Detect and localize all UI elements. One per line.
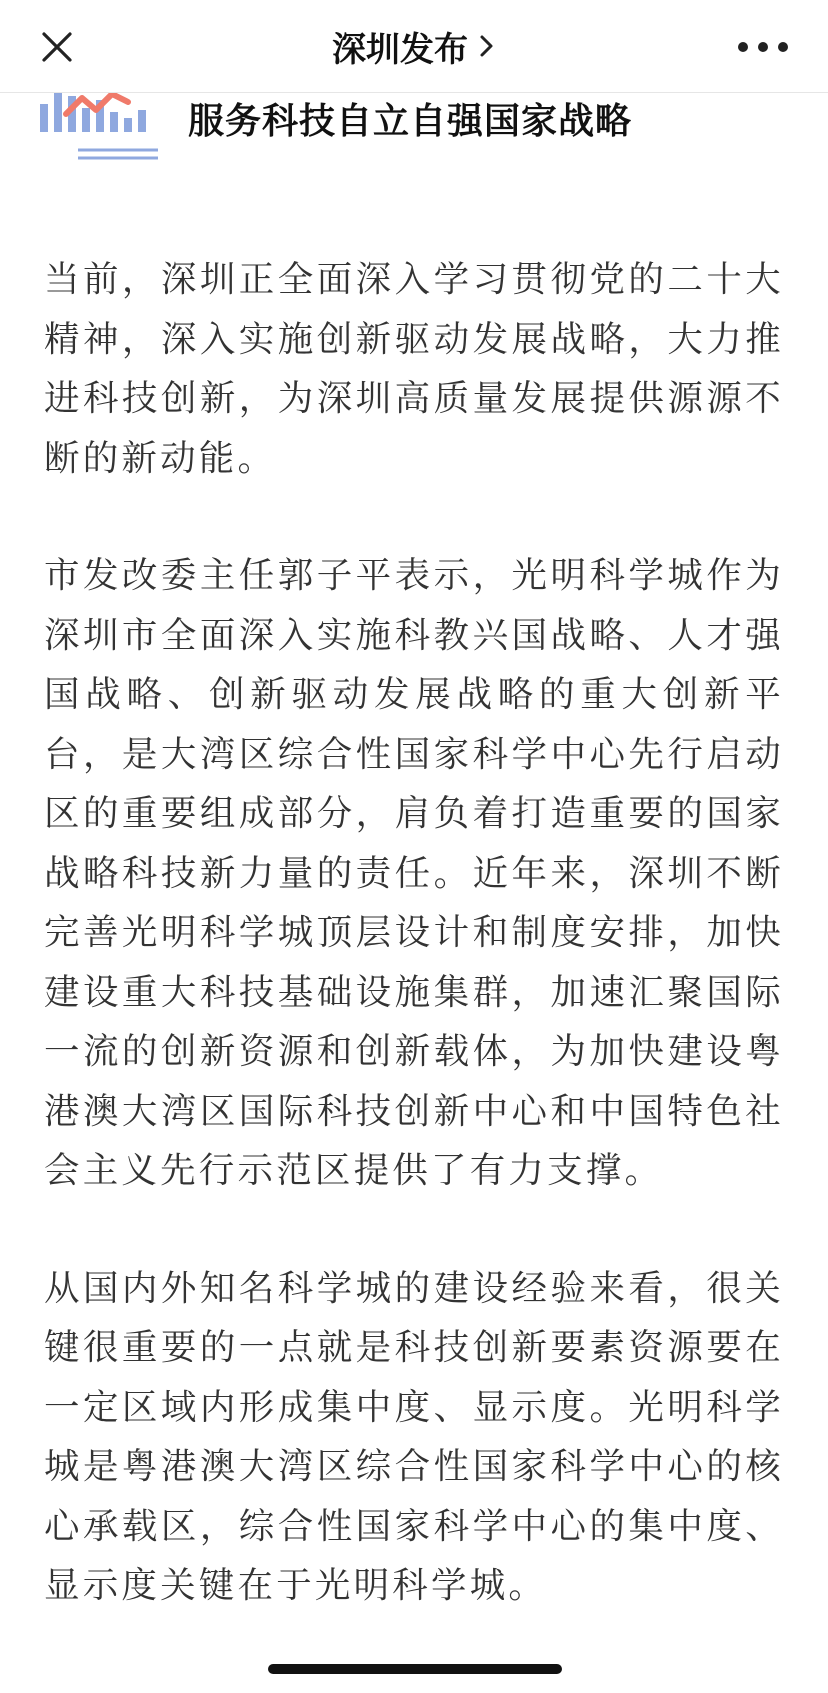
section-header xyxy=(40,90,800,180)
section-title: 服务科技自立自强国家战略 xyxy=(188,101,633,142)
top-navigation-bar xyxy=(0,0,828,93)
home-indicator[interactable] xyxy=(268,1664,562,1674)
more-options-button[interactable] xyxy=(738,36,788,58)
chevron-right-icon xyxy=(478,31,496,61)
article-body xyxy=(44,250,784,1616)
article-paragraph: 从国内外知名科学城的建设经验来看，很关键很重要的一点就是科技创新要素资源要在一定区域内形成集中度、显示度。光明科学城是粤港澳大湾区综合性国家科学中心的核心承载区，综合性国家科学中心的集中度、显示度关键在于光明科学城。 xyxy=(44,1267,784,1606)
more-dots-icon xyxy=(738,42,748,52)
article-paragraph: 市发改委主任郭子平表示，光明科学城作为深圳市全面深入实施科教兴国战略、人才强国战略、创新驱动发展战略的重大创新平台，是大湾区综合性国家科学中心先行启动区的重要组成部分，肩负着打造重要的国家战略科技新力量的责任。近年来，深圳不断完善光明科学城顶层设计和制度安排，加快建设重大科技基础设施集群，加速汇聚国际一流的创新资源和创新载体，为加快建设粤港澳大湾区国际科技创新中心和中国特色社会主义先行示范区提供了有力支撑。 xyxy=(44,555,784,1191)
account-name: 深圳发布 xyxy=(332,29,468,70)
account-name-link[interactable] xyxy=(0,0,828,92)
article-paragraph: 当前，深圳正全面深入学习贯彻党的二十大精神，深入实施创新驱动发展战略，大力推进科技创新，为深圳高质量发展提供源源不断的新动能。 xyxy=(44,259,784,479)
bar-chart-trend-icon xyxy=(40,90,170,176)
